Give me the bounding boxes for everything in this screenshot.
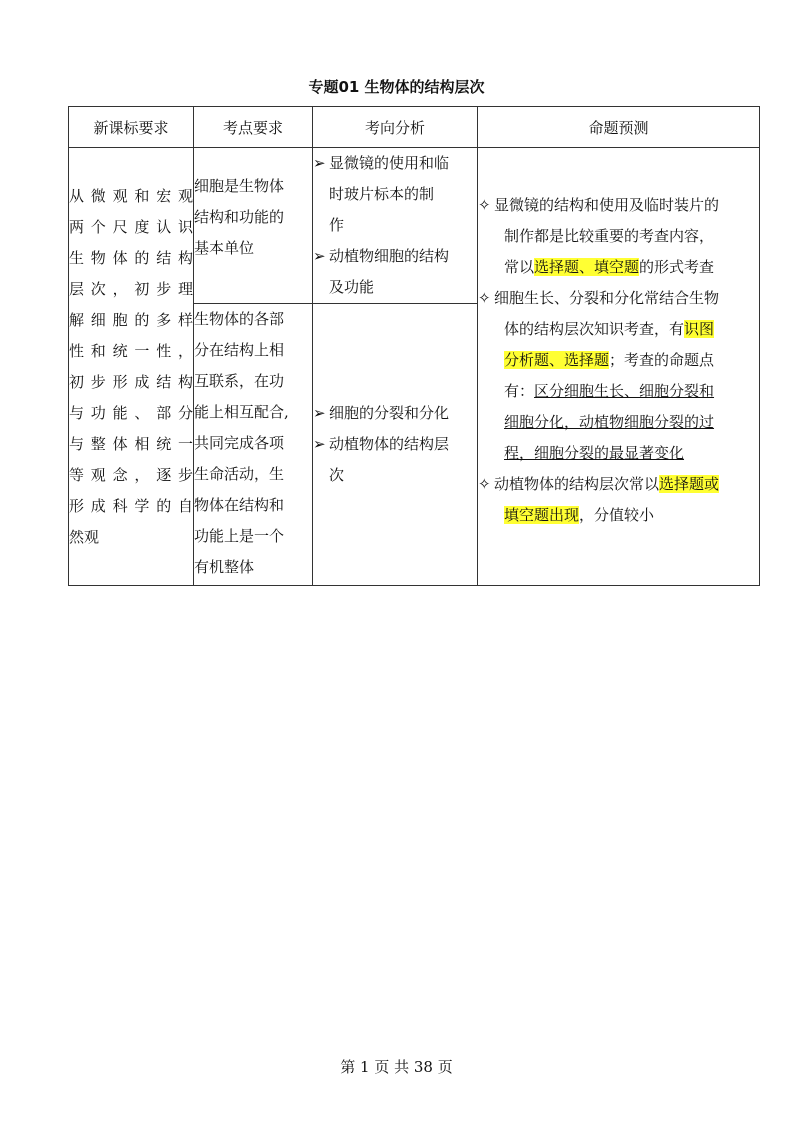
arrow-bullet-icon: ➢ bbox=[313, 154, 326, 172]
text-line: 功能上是一个 bbox=[194, 527, 285, 545]
highlight-text: 填空题出现 bbox=[504, 506, 580, 524]
text-line: 性和统一性， bbox=[69, 341, 193, 360]
text-line: 基本单位 bbox=[194, 239, 255, 257]
text-line: 两个尺度认识 bbox=[69, 217, 193, 236]
underlined-text: 细胞分化，动植物细胞分裂的过 bbox=[504, 413, 715, 431]
diamond-bullet-icon: ✧ bbox=[478, 289, 491, 307]
text-line: 能上相互配合, bbox=[194, 403, 289, 421]
kaoxiang-list bbox=[313, 148, 477, 303]
arrow-bullet-icon: ➢ bbox=[313, 247, 326, 265]
highlight-text: 分析题、选择题 bbox=[504, 351, 610, 369]
diamond-bullet-icon: ✧ bbox=[478, 196, 491, 214]
prediction-text: ；考查的命题点 bbox=[609, 351, 715, 369]
text-line: 细胞的分裂和分化 bbox=[329, 404, 450, 422]
text-line: 然观 bbox=[69, 527, 100, 546]
header-cell: 命题预测 bbox=[478, 107, 760, 148]
text-line: 层次，初步理 bbox=[69, 279, 193, 298]
prediction-text: 体的结构层次知识考查，有 bbox=[504, 320, 685, 338]
list-item bbox=[478, 469, 759, 531]
diamond-bullet-icon: ✧ bbox=[478, 475, 491, 493]
kaoxiang-cell bbox=[313, 148, 478, 304]
text-line: 有机整体 bbox=[194, 558, 255, 576]
text-line: 互联系，在功 bbox=[194, 372, 285, 390]
text-line: 解细胞的多样 bbox=[69, 310, 193, 329]
kaodian-text bbox=[194, 171, 312, 264]
prediction-text: 显微镜的结构和使用及临时装片的 bbox=[494, 196, 720, 214]
text-line: 初步形成结构 bbox=[69, 372, 193, 391]
prediction-text: 细胞生长、分裂和分化常结合生物 bbox=[494, 289, 720, 307]
prediction-text: 制作都是比较重要的考查内容， bbox=[504, 227, 715, 245]
page-title: 专题01 生物体的结构层次 bbox=[308, 78, 485, 96]
kaodian-cell bbox=[194, 148, 313, 304]
highlight-text: 选择题、填空题 bbox=[534, 258, 640, 276]
underlined-text: 程，细胞分裂的最显著变化 bbox=[504, 444, 685, 462]
list-item bbox=[478, 283, 759, 469]
text-line: 形成科学的自 bbox=[69, 496, 193, 515]
list-item bbox=[313, 398, 477, 429]
text-line: 从微观和宏观 bbox=[69, 186, 193, 205]
text-line: 作 bbox=[329, 216, 345, 234]
text-line: 动植物细胞的结构 bbox=[329, 247, 450, 265]
kaoxiang-cell bbox=[313, 304, 478, 586]
text-line: 共同完成各项 bbox=[194, 434, 285, 452]
highlight-text: 选择题或 bbox=[659, 475, 720, 493]
prediction-text: 的形式考查 bbox=[639, 258, 715, 276]
kaodian-cell bbox=[194, 304, 313, 586]
prediction-text: ，分值较小 bbox=[579, 506, 655, 524]
highlight-text: 识图 bbox=[684, 320, 715, 338]
prediction-text: 常以 bbox=[504, 258, 535, 276]
text-line: 动植物体的结构层 bbox=[329, 435, 450, 453]
page-footer: 第 1 页 共 38 页 bbox=[340, 1058, 453, 1076]
text-line: 细胞是生物体 bbox=[194, 177, 285, 195]
curriculum-requirement-cell bbox=[69, 148, 194, 586]
kaoxiang-list bbox=[313, 398, 477, 491]
underlined-text: 区分细胞生长、细胞分裂和 bbox=[534, 382, 715, 400]
text-line: 与功能、部分 bbox=[69, 403, 193, 422]
table-row bbox=[69, 148, 760, 304]
text-line: 生物体的结构 bbox=[69, 248, 193, 267]
header-cell: 新课标要求 bbox=[69, 107, 194, 148]
text-line: 及功能 bbox=[329, 278, 375, 296]
topic-table bbox=[68, 106, 760, 586]
text-line: 生物体的各部 bbox=[194, 310, 285, 328]
text-line: 与整体相统一 bbox=[69, 434, 193, 453]
text-line: 生命活动，生 bbox=[194, 465, 285, 483]
prediction-text: 有： bbox=[504, 382, 535, 400]
header-cell: 考向分析 bbox=[313, 107, 478, 148]
list-item bbox=[313, 429, 477, 491]
kaodian-text bbox=[194, 304, 312, 583]
text-line: 分在结构上相 bbox=[194, 341, 285, 359]
curriculum-text bbox=[69, 181, 193, 553]
prediction-cell bbox=[478, 148, 760, 586]
text-line: 等观念，逐步 bbox=[69, 465, 193, 484]
text-line: 结构和功能的 bbox=[194, 208, 285, 226]
arrow-bullet-icon: ➢ bbox=[313, 404, 326, 422]
header-row bbox=[69, 107, 760, 148]
arrow-bullet-icon: ➢ bbox=[313, 435, 326, 453]
prediction-text: 动植物体的结构层次常以 bbox=[494, 475, 660, 493]
list-item bbox=[478, 190, 759, 283]
text-line: 显微镜的使用和临 bbox=[329, 154, 450, 172]
list-item bbox=[313, 148, 477, 241]
text-line: 物体在结构和 bbox=[194, 496, 285, 514]
text-line: 次 bbox=[329, 466, 345, 484]
text-line: 时玻片标本的制 bbox=[329, 185, 435, 203]
header-cell: 考点要求 bbox=[194, 107, 313, 148]
list-item bbox=[313, 241, 477, 303]
